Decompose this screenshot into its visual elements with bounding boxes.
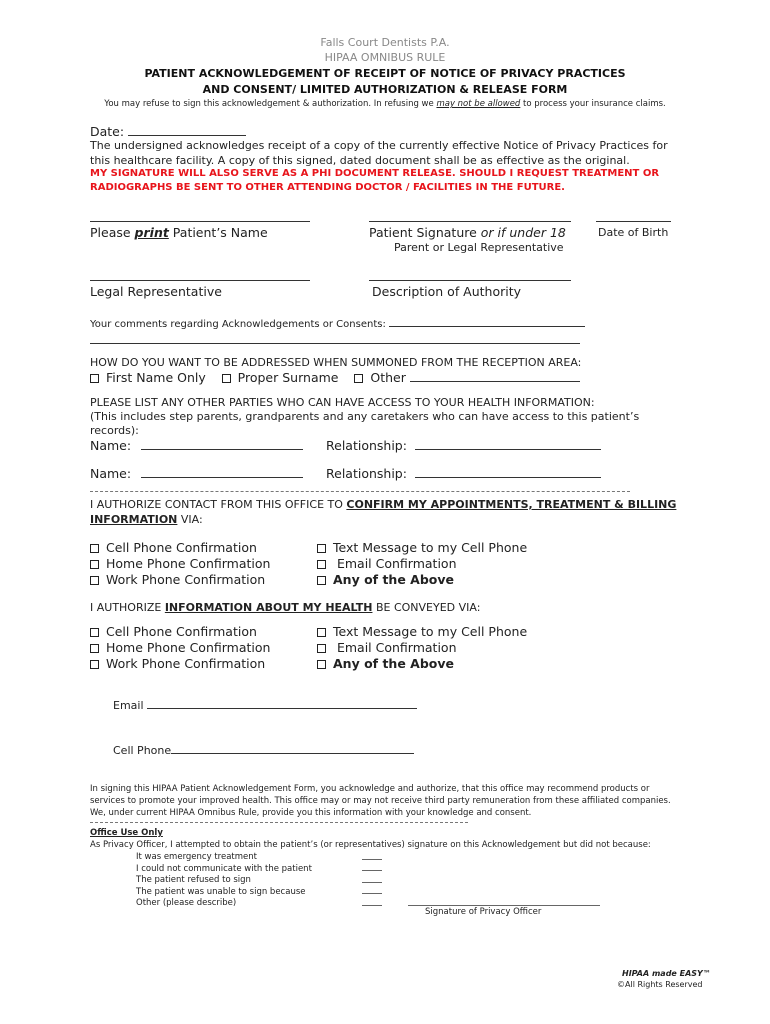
health-left-options	[90, 624, 270, 672]
reason-check-line-3[interactable]	[362, 882, 382, 883]
form-title-line2: AND CONSENT/ LIMITED AUTHORIZATION & RELEASE FORM	[202, 83, 568, 96]
checkbox-icon[interactable]	[317, 660, 326, 669]
party-name-1[interactable]: Name:	[90, 438, 303, 453]
office-reasons	[136, 852, 312, 910]
authority-line[interactable]	[369, 280, 571, 281]
practice-name: Falls Court Dentists P.A.	[320, 36, 450, 49]
health-right-options	[317, 624, 527, 672]
office-use-title: Office Use Only	[90, 828, 163, 838]
confirm-work-option[interactable]: Work Phone Confirmation	[90, 572, 270, 588]
reason-communicate: I could not communicate with the patient	[136, 863, 312, 874]
email-field[interactable]: Email	[113, 698, 417, 712]
checkbox-icon[interactable]	[90, 374, 99, 383]
checkbox-icon[interactable]	[90, 560, 99, 569]
refusal-note: You may refuse to sign this acknowledgement & authorization. In refusing we may not be allowed to process your insurance claims.	[104, 99, 666, 109]
party-relationship-2[interactable]: Relationship:	[326, 466, 601, 481]
proper-surname-option[interactable]: Proper Surname	[222, 370, 339, 385]
parties-question: PLEASE LIST ANY OTHER PARTIES WHO CAN HAVE ACCESS TO YOUR HEALTH INFORMATION:	[90, 396, 595, 409]
reason-check-line-1[interactable]	[362, 859, 382, 860]
checkbox-icon[interactable]	[222, 374, 231, 383]
office-intro: As Privacy Officer, I attempted to obtain the patient’s (or representatives) signature on this Acknowledgement but did not because:	[90, 840, 651, 850]
checkbox-icon[interactable]	[317, 544, 326, 553]
reason-other: Other (please describe)	[136, 898, 237, 908]
reason-refused: The patient refused to sign	[136, 875, 251, 885]
health-cell-option[interactable]: Cell Phone Confirmation	[90, 624, 270, 640]
patient-name-line[interactable]	[90, 221, 310, 222]
reason-unable: The patient was unable to sign because	[136, 886, 306, 897]
health-email-option[interactable]: Email Confirmation	[317, 640, 527, 656]
confirm-any-option[interactable]: Any of the Above	[317, 572, 527, 588]
comments-field[interactable]: Your comments regarding Acknowledgements or Consents:	[90, 316, 585, 330]
patient-signature-line[interactable]	[369, 221, 571, 222]
checkbox-icon[interactable]	[90, 644, 99, 653]
first-name-option[interactable]: First Name Only	[90, 370, 206, 385]
phi-warning-line2: RADIOGRAPHS BE SENT TO OTHER ATTENDING DOCTOR / FACILITIES IN THE FUTURE.	[90, 182, 565, 193]
cell-phone-field[interactable]: Cell Phone	[113, 743, 414, 757]
disclaimer-line3: We, under current HIPAA Omnibus Rule, provide you this information with your knowledge and consent.	[90, 808, 532, 818]
checkbox-icon[interactable]	[317, 644, 326, 653]
confirm-heading-line1: I AUTHORIZE CONTACT FROM THIS OFFICE TO CONFIRM MY APPOINTMENTS, TREATMENT & BILLING	[90, 498, 677, 511]
privacy-officer-signature-line[interactable]	[408, 905, 600, 906]
checkbox-icon[interactable]	[90, 576, 99, 585]
legal-rep-line[interactable]	[90, 280, 310, 281]
checkbox-icon[interactable]	[317, 576, 326, 585]
privacy-officer-label: Signature of Privacy Officer	[425, 907, 542, 917]
confirm-left-options	[90, 540, 270, 588]
ack-line1: The undersigned acknowledges receipt of a copy of the currently effective Notice of Privacy Practices for	[90, 139, 668, 152]
health-any-option[interactable]: Any of the Above	[317, 656, 527, 672]
checkbox-icon[interactable]	[90, 660, 99, 669]
patient-name-label: Please print Patient’s Name	[90, 225, 268, 240]
rule-title: HIPAA OMNIBUS RULE	[324, 51, 446, 64]
dob-line[interactable]	[596, 221, 671, 222]
party-name-2[interactable]: Name:	[90, 466, 303, 481]
confirm-heading-line2: INFORMATION VIA:	[90, 513, 203, 526]
reason-emergency: It was emergency treatment	[136, 852, 257, 862]
ack-line2: this healthcare facility. A copy of this signed, dated document shall be as effective as the original.	[90, 154, 630, 167]
health-home-option[interactable]: Home Phone Confirmation	[90, 640, 270, 656]
checkbox-icon[interactable]	[90, 628, 99, 637]
dob-label: Date of Birth	[598, 226, 669, 239]
disclaimer-divider	[90, 822, 468, 823]
parties-note1: (This includes step parents, grandparents and any caretakers who can have access to this patient’s	[90, 410, 640, 423]
parent-label: Parent or Legal Representative	[394, 241, 564, 254]
reason-check-line-5[interactable]	[362, 905, 382, 906]
disclaimer-line1: In signing this HIPAA Patient Acknowledgement Form, you acknowledge and authorize, that this office may recommend products or	[90, 784, 650, 794]
address-question: HOW DO YOU WANT TO BE ADDRESSED WHEN SUMMONED FROM THE RECEPTION AREA:	[90, 356, 582, 369]
confirm-home-option[interactable]: Home Phone Confirmation	[90, 556, 270, 572]
patient-signature-label: Patient Signature or if under 18	[369, 225, 566, 240]
other-option[interactable]: Other	[354, 370, 579, 385]
form-title-line1: PATIENT ACKNOWLEDGEMENT OF RECEIPT OF NOTICE OF PRIVACY PRACTICES	[144, 67, 626, 80]
date-field[interactable]: Date:	[90, 124, 246, 139]
checkbox-icon[interactable]	[354, 374, 363, 383]
reason-check-line-2[interactable]	[362, 870, 382, 871]
parties-note2: records):	[90, 424, 139, 437]
party-relationship-1[interactable]: Relationship:	[326, 438, 601, 453]
section-divider	[90, 491, 630, 492]
health-work-option[interactable]: Work Phone Confirmation	[90, 656, 270, 672]
confirm-text-option[interactable]: Text Message to my Cell Phone	[317, 540, 527, 556]
reason-check-line-4[interactable]	[362, 893, 382, 894]
rights-text: ©All Rights Reserved	[617, 980, 703, 989]
address-options	[90, 370, 580, 385]
comments-line-2[interactable]	[90, 343, 580, 344]
authority-label: Description of Authority	[372, 284, 522, 299]
phi-warning-line1: MY SIGNATURE WILL ALSO SERVE AS A PHI DOCUMENT RELEASE. SHOULD I REQUEST TREATMENT OR	[90, 168, 660, 179]
legal-rep-label: Legal Representative	[90, 284, 222, 299]
health-heading: I AUTHORIZE INFORMATION ABOUT MY HEALTH BE CONVEYED VIA:	[90, 601, 481, 614]
brand-mark: HIPAA made EASY™	[622, 969, 711, 978]
confirm-cell-option[interactable]: Cell Phone Confirmation	[90, 540, 270, 556]
checkbox-icon[interactable]	[317, 628, 326, 637]
checkbox-icon[interactable]	[317, 560, 326, 569]
confirm-right-options	[317, 540, 527, 588]
checkbox-icon[interactable]	[90, 544, 99, 553]
disclaimer-line2: services to promote your improved health. This office may or may not receive third party remuneration from these affiliated companies.	[90, 796, 671, 806]
health-text-option[interactable]: Text Message to my Cell Phone	[317, 624, 527, 640]
confirm-email-option[interactable]: Email Confirmation	[317, 556, 527, 572]
